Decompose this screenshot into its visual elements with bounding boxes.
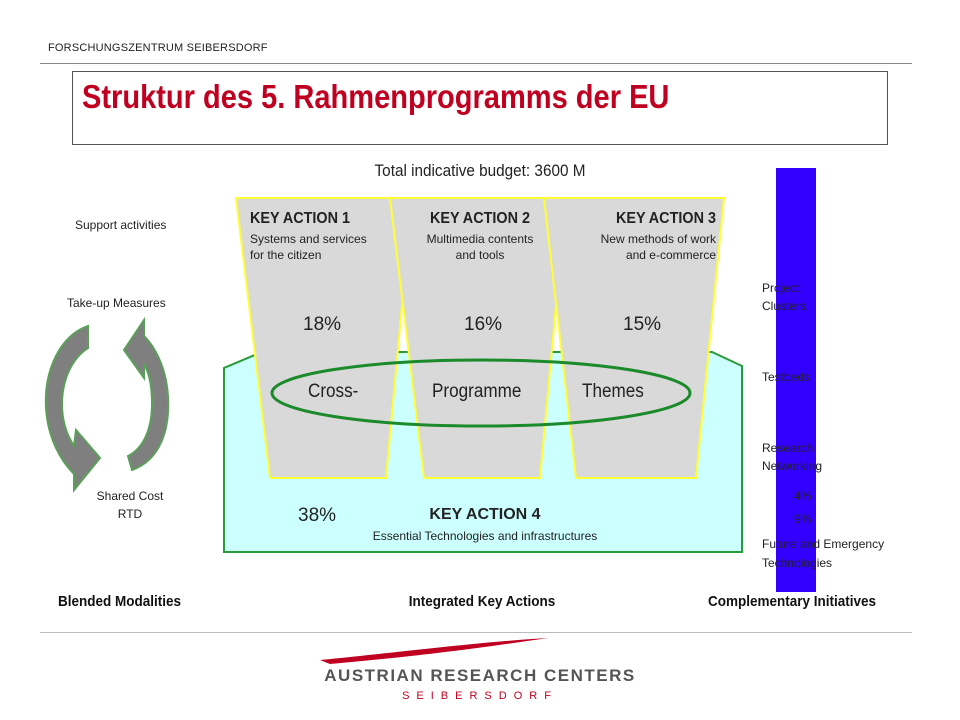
research-networking-label-2: Networking xyxy=(762,459,823,473)
key-action-2-label xyxy=(400,210,560,262)
testbeds-label: Testbeds xyxy=(762,370,811,384)
key-action-2-title: KEY ACTION 2 xyxy=(429,210,531,227)
organization-label: FORSCHUNGSZENTRUM SEIBERSDORF xyxy=(48,42,268,54)
complementary-initiatives-label: Complementary Initiatives xyxy=(708,593,877,610)
key-action-2-desc-1: Multimedia contents xyxy=(426,232,534,246)
key-action-3-share: 15% xyxy=(623,314,662,335)
cross-programme-word-3: Themes xyxy=(582,381,644,402)
key-action-1-label xyxy=(236,210,396,262)
project-clusters-label-2: Clusters xyxy=(762,299,807,313)
shared-cost-label-2: RTD xyxy=(117,507,143,521)
page-title: Struktur des 5. Rahmenprogramms der EU xyxy=(82,78,670,115)
future-technologies-label-2: Technologies xyxy=(762,556,833,570)
key-action-4-share: 38% xyxy=(298,505,337,526)
key-action-3-title: KEY ACTION 3 xyxy=(615,210,716,227)
cross-programme-word-1: Cross- xyxy=(308,381,359,402)
integrated-key-actions-label: Integrated Key Actions xyxy=(408,593,556,610)
footer-divider xyxy=(40,632,912,633)
research-networking-share: 4% xyxy=(794,489,812,503)
budget-label: Total indicative budget: 3600 M xyxy=(374,161,586,180)
cycle-arrow-right-icon xyxy=(124,320,168,470)
swoosh-logo-icon xyxy=(320,638,548,664)
key-action-1-title: KEY ACTION 1 xyxy=(250,210,351,227)
blended-modalities-label: Blended Modalities xyxy=(58,593,182,610)
key-action-4-title: KEY ACTION 4 xyxy=(429,506,541,523)
project-clusters-label-1: Project xyxy=(762,281,800,295)
key-action-3-desc-1: New methods of work xyxy=(600,232,716,246)
key-action-2-desc-2: and tools xyxy=(455,248,505,262)
shared-cost-label-1: Shared Cost xyxy=(96,489,164,503)
cross-programme-word-2: Programme xyxy=(432,381,522,402)
key-action-3-desc-2: and e-commerce xyxy=(625,248,716,262)
key-action-3-label xyxy=(556,210,716,262)
footer-logo-sub: SEIBERSDORF xyxy=(402,690,558,702)
key-action-4-subtitle: Essential Technologies and infrastructures xyxy=(372,529,598,543)
key-action-2-share: 16% xyxy=(464,314,503,335)
future-technologies-share: 9% xyxy=(794,512,812,526)
key-action-1-desc-1: Systems and services xyxy=(250,232,367,246)
footer-logo-name: AUSTRIAN RESEARCH CENTERS xyxy=(324,666,636,685)
key-action-1-desc-2: for the citizen xyxy=(250,248,322,262)
future-technologies-label-1: Future and Emergency xyxy=(762,537,885,551)
takeup-measures-label: Take-up Measures xyxy=(67,296,166,310)
cycle-arrow-left-icon xyxy=(46,326,100,490)
key-action-1-share: 18% xyxy=(303,314,342,335)
support-activities-label: Support activities xyxy=(75,218,167,232)
research-networking-label-1: Research xyxy=(762,441,814,455)
